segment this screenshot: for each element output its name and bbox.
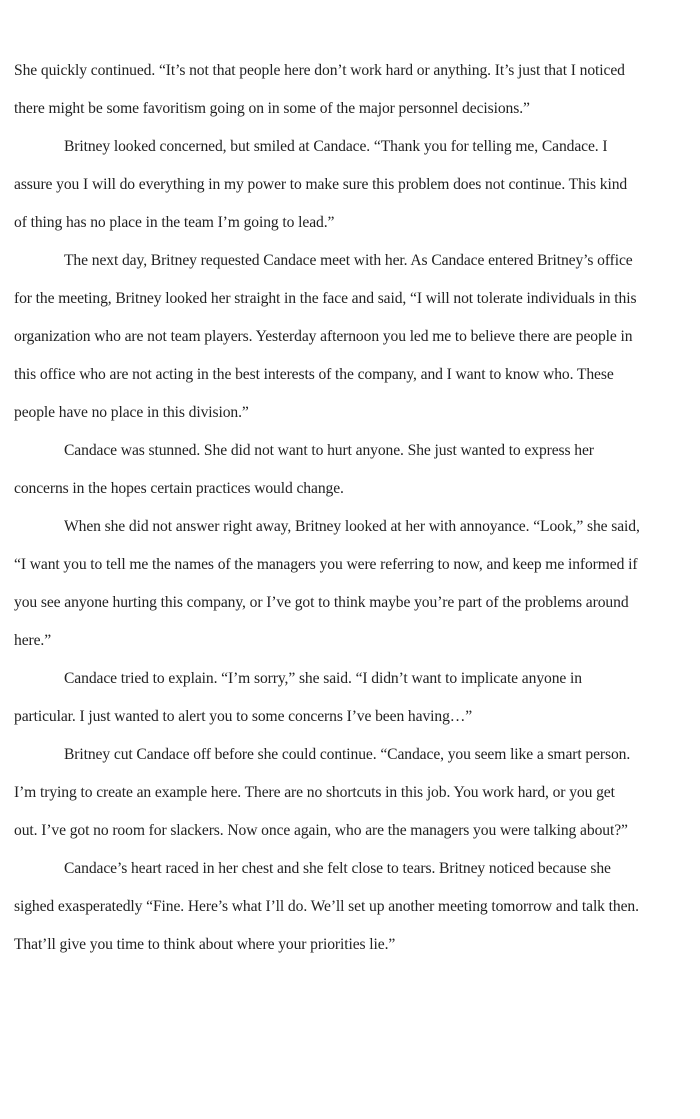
document-body bbox=[14, 52, 642, 964]
paragraph-1: She quickly continued. “It’s not that people here don’t work hard or anything. It’s just that I noticed there might be some favoritism going on in some of the major personnel decisions.” bbox=[14, 62, 625, 117]
paragraph-8: Candace’s heart raced in her chest and she felt close to tears. Britney noticed because she sighed exasperatedly “Fine. Here’s what I’ll do. We’ll set up another meeting tomorrow and talk then. That’ll give you time to think about where your priorities lie.” bbox=[14, 860, 639, 953]
paragraph-6: Candace tried to explain. “I’m sorry,” she said. “I didn’t want to implicate anyone in particular. I just wanted to alert you to some concerns I’ve been having…” bbox=[14, 670, 582, 725]
paragraph-4: Candace was stunned. She did not want to hurt anyone. She just wanted to express her concerns in the hopes certain practices would change. bbox=[14, 442, 594, 497]
paragraph-3: The next day, Britney requested Candace meet with her. As Candace entered Britney’s office for the meeting, Britney looked her straight in the face and said, “I will not tolerate individuals in this organization who are not team players. Yesterday afternoon you led me to believe there are people in this office who are not acting in the best interests of the company, and I want to know who. These people have no place in this division.” bbox=[14, 252, 637, 421]
paragraph-7: Britney cut Candace off before she could continue. “Candace, you seem like a smart person. I’m trying to create an example here. There are no shortcuts in this job. You work hard, or you get out. I’ve got no room for slackers. Now once again, who are the managers you were talking about?” bbox=[14, 746, 631, 839]
paragraph-2: Britney looked concerned, but smiled at Candace. “Thank you for telling me, Candace. I assure you I will do everything in my power to make sure this problem does not continue. This kind of thing has no place in the team I’m going to lead.” bbox=[14, 138, 628, 231]
paragraph-5: When she did not answer right away, Britney looked at her with annoyance. “Look,” she said, “I want you to tell me the names of the managers you were referring to now, and keep me informed if you see anyone hurting this company, or I’ve got to think maybe you’re part of the problems around here.” bbox=[14, 518, 640, 649]
